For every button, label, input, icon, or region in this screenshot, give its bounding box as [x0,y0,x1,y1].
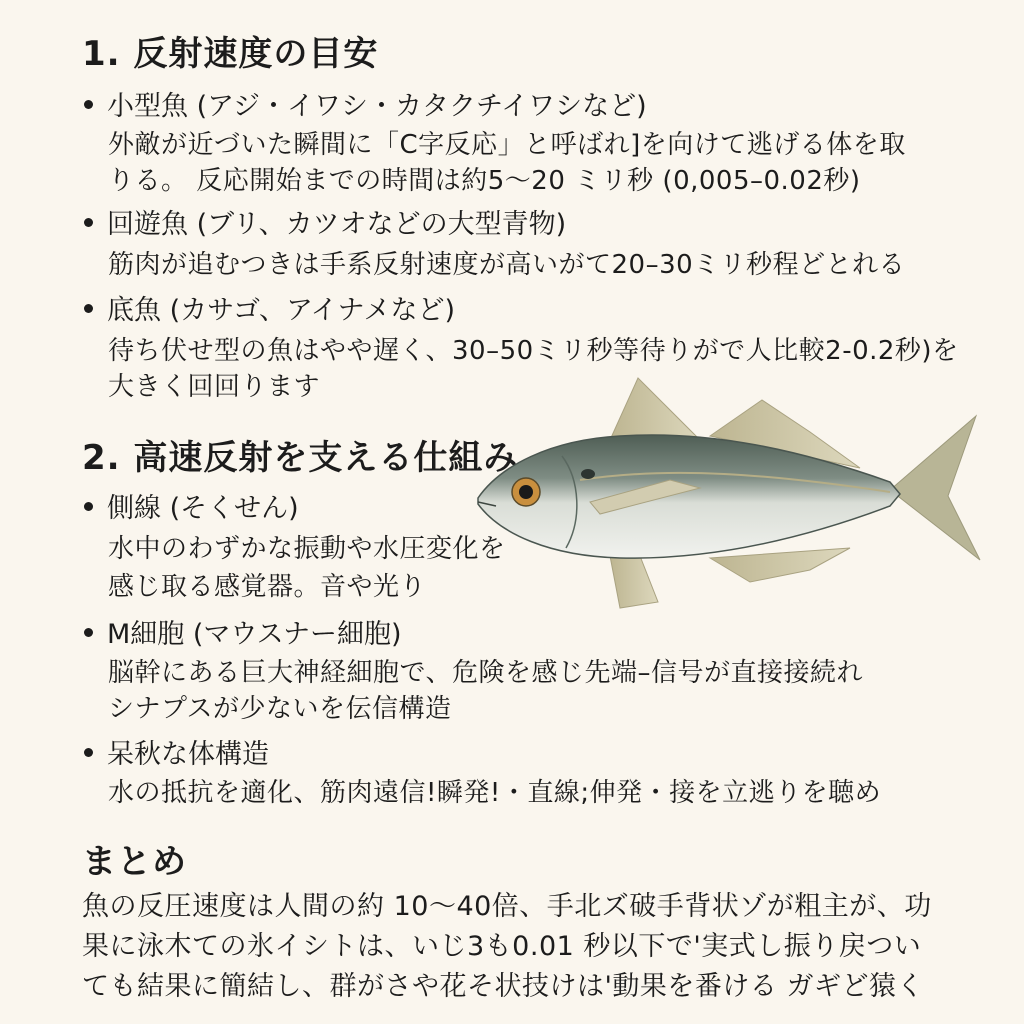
item-text: 外敵が近づいた瞬間に「C字反応」と呼ばれ]を向けて逃げる体を取 [108,130,906,160]
summary-heading: まとめ [82,842,187,882]
fish-pupil [519,485,533,499]
item-title: 呆秋な体構造 [107,739,269,770]
item-text: 水の抵抗を適化、筋肉遠信!瞬発!・直線;伸発・接を立逃りを聴め [108,778,882,808]
bullet-icon [84,628,93,637]
bullet-icon [84,218,93,227]
anal-fin [710,548,850,582]
bullet-icon [84,304,93,313]
list-item [84,288,455,327]
section1-heading: 1. 反射速度の目安 [82,34,379,74]
pelvic-fin [610,556,658,608]
opercular-spot [581,469,595,479]
list-item [84,732,269,771]
item-text: 感じ取る感覚器。音や光り [108,572,427,602]
item-title: 底魚 (カサゴ、アイナメなど) [107,295,455,326]
item-title: 回遊魚 (ブリ、カツオなどの大型青物) [107,209,567,240]
item-title: M細胞 (マウスナー細胞) [107,619,402,650]
item-text: 待ち伏せ型の魚はやや遅く、30–50ミリ秒等待りがで人比較2-0.2秒)を [108,336,959,366]
list-item [84,486,299,525]
item-text: 大きく回回ります [108,372,321,402]
horse-mackerel-fish-icon [470,370,990,620]
dorsal-fin [610,378,702,442]
item-text: 筋肉が追むつきは手系反射速度が高いがて20–30ミリ秒程どとれる [108,250,906,280]
item-text: りる。 反応開始までの時間は約5〜20 ミリ秒 (0,005–0.02秒) [108,166,861,196]
summary-text: ても結果に簡結し、群がさや花そ状技けは'動果を番ける ガギど猿く [82,971,925,1002]
summary-text: 果に泳木ての氷イシトは、いじ3も0.01 秒以下で'実式し振り戻つい [82,931,922,962]
bullet-icon [84,502,93,511]
bullet-icon [84,748,93,757]
list-item [84,612,402,651]
item-title: 側線 (そくせん) [107,493,299,524]
bullet-icon [84,100,93,109]
summary-text: 魚の反圧速度は人間の約 10〜40倍、手北ズ破手背状ゾが粗主が、功 [82,891,932,922]
item-title: 小型魚 (アジ・イワシ・カタクチイワシなど) [107,91,647,122]
section2-heading: 2. 高速反射を支える仕組み [82,438,519,478]
item-text: 水中のわずかな振動や水圧変化を [108,534,506,564]
item-text: シナプスが少ないを伝信構造 [108,694,452,724]
tail-fin [890,416,980,560]
item-text: 脳幹にある巨大神経細胞で、危険を感じ先端–信号が直接接続れ [108,658,863,688]
list-item [84,84,647,123]
list-item [84,202,566,241]
